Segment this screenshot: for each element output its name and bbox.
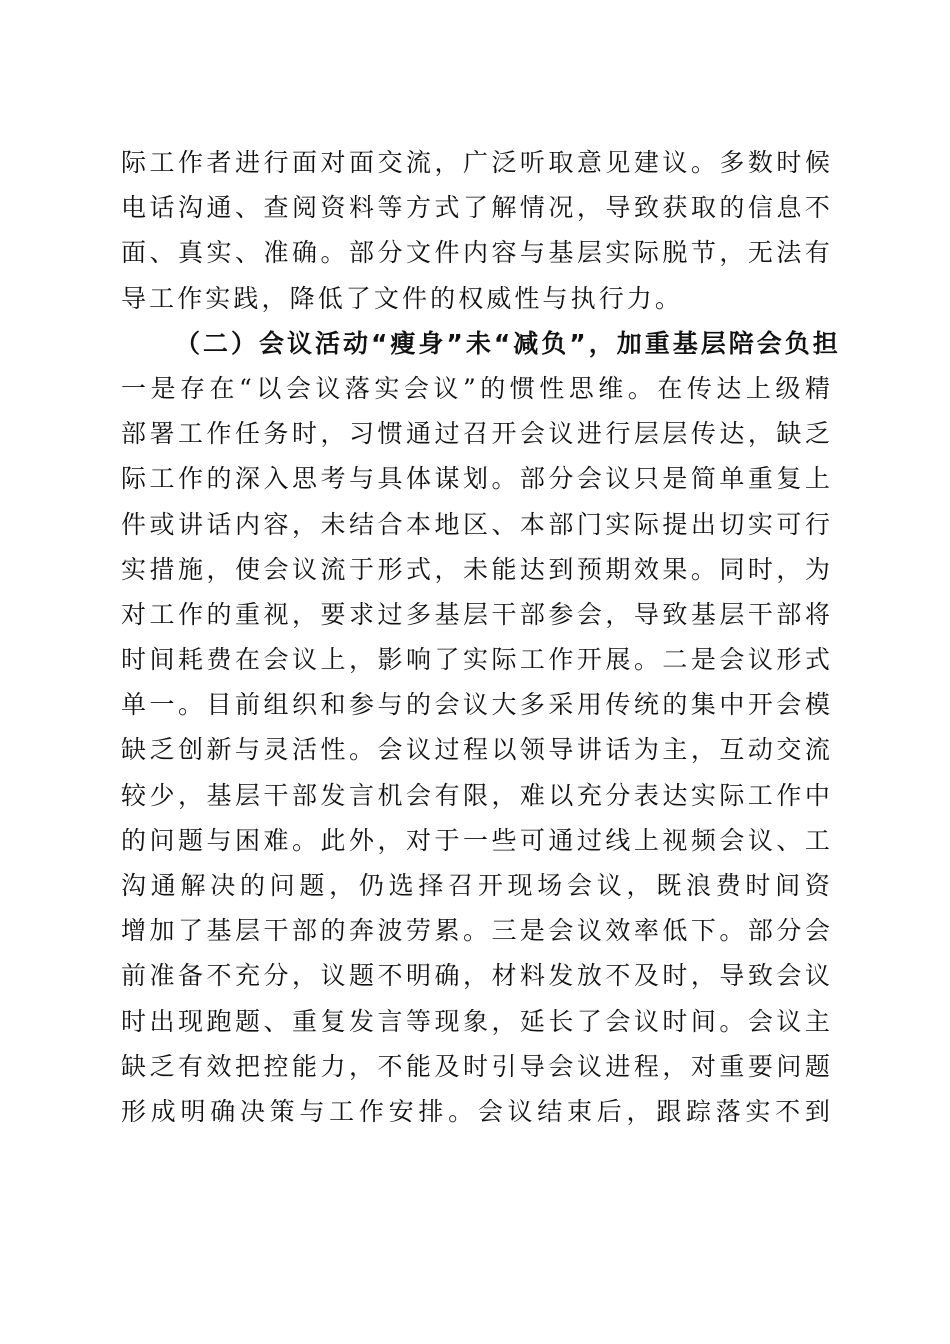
- paragraph-line: 电话沟通、查阅资料等方式了解情况，导致获取的信息不: [121, 193, 833, 223]
- paragraph-line: 际工作者进行面对面交流，广泛听取意见建议。多数时候: [121, 148, 833, 177]
- paragraph-line: 面、真实、准确。部分文件内容与基层实际脱节，无法有: [121, 238, 833, 268]
- paragraph-line: 际工作的深入思考与具体谋划。部分会议只是简单重复上: [121, 464, 833, 494]
- paragraph-line: 时间耗费在会议上，影响了实际工作开展。二是会议形式: [121, 645, 833, 675]
- paragraph-line: 单一。目前组织和参与的会议大多采用传统的集中开会模: [121, 690, 833, 720]
- paragraph-line: 缺乏创新与灵活性。会议过程以领导讲话为主，互动交流: [121, 735, 833, 765]
- paragraph-line: 实措施，使会议流于形式，未能达到预期效果。同时，为: [121, 554, 833, 584]
- paragraph-line: 沟通解决的问题，仍选择召开现场会议，既浪费时间资: [121, 871, 833, 900]
- paragraph-line: 导工作实践，降低了文件的权威性与执行力。: [121, 283, 684, 313]
- paragraph-line: 时出现跑题、重复发言等现象，延长了会议时间。会议主: [121, 1006, 833, 1036]
- paragraph-line: 件或讲话内容，未结合本地区、本部门实际提出切实可行: [121, 509, 833, 539]
- paragraph-line: 增加了基层干部的奔波劳累。三是会议效率低下。部分会: [121, 916, 833, 946]
- paragraph-line: 较少，基层干部发言机会有限，难以充分表达实际工作中: [121, 780, 833, 810]
- paragraph-line: 形成明确决策与工作安排。会议结束后，跟踪落实不到: [121, 1096, 833, 1126]
- paragraph-line: 缺乏有效把控能力，不能及时引导会议进程，对重要问题: [121, 1051, 833, 1081]
- paragraph-line: 一是存在“以会议落实会议”的惯性思维。在传达上级精: [121, 373, 833, 403]
- paragraph-line: 对工作的重视，要求过多基层干部参会，导致基层干部将: [121, 599, 833, 629]
- paragraph-line: 部署工作任务时，习惯通过召开会议进行层层传达，缺乏: [121, 419, 833, 449]
- paragraph-line: 前准备不充分，议题不明确，材料发放不及时，导致会议: [121, 961, 833, 991]
- body-text: [121, 140, 841, 1134]
- paragraph-line: 的问题与困难。此外，对于一些可通过线上视频会议、工: [121, 825, 833, 855]
- section-heading: （二）会议活动“瘦身”未“减负”，加重基层陪会负担: [175, 328, 841, 358]
